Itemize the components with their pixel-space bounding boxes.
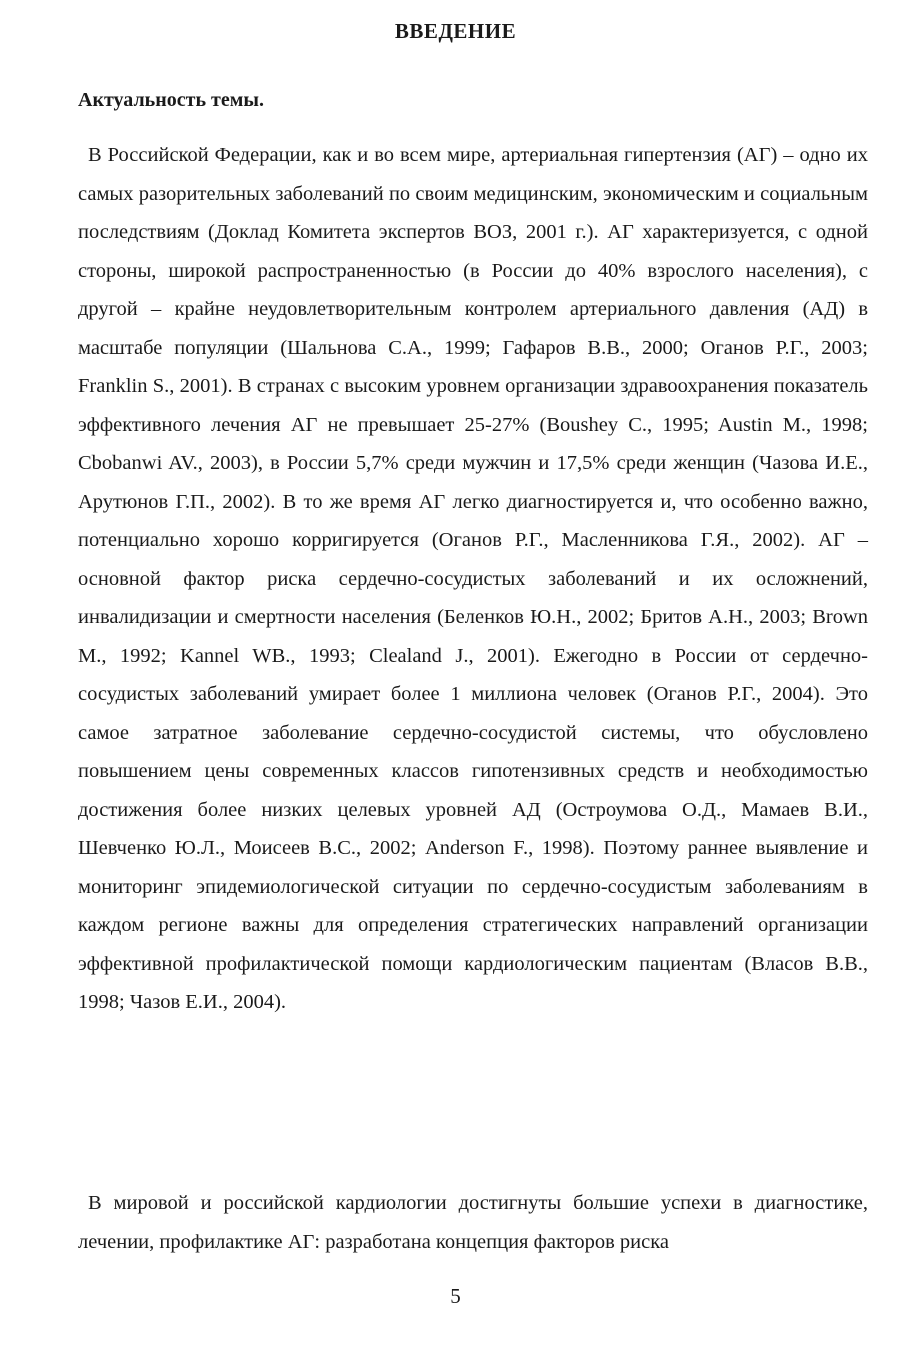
page-number: 5 <box>450 1284 461 1308</box>
page-title: ВВЕДЕНИЕ <box>394 19 517 43</box>
paragraph-1: В Российской Федерации, как и во всем мире, артериальная гипертензия (АГ) – одно их самых разорительных заболеваний по своим медицинским, экономическим и социальным последствиям (Доклад Комитета экспертов ВОЗ, 2001 г.). АГ характеризуется, с одной стороны, широкой распространенностью (в России до 40% взрослого населения), с другой – крайне неудовлетворительным контролем артериального давления (АД) в масштабе популяции (Шальнова С.А., 1999; Гафаров В.В., 2000; Оганов Р.Г., 2003; Franklin S., 2001). В странах с высоким уровнем организации здравоохранения показатель эффективного лечения АГ не превышает 25-27% (Boushey C., 1995; Austin M., 1998; Cbobanwi AV., 2003), в России 5,7% среди мужчин и 17,5% среди женщин (Чазова И.Е., Арутюнов Г.П., 2002). В то же время АГ легко диагностируется и, что особенно важно, потенциально хорошо корригируется (Оганов Р.Г., Масленникова Г.Я., 2002). АГ – основной фактор риска сердечно-сосудистых заболеваний и их осложнений, инвалидизации и смертности населения (Беленков Ю.Н., 2002; Бритов А.Н., 2003; Brown M., 1992; Kannel WB., 1993; Clealand J., 2001). Ежегодно в России от сердечно-сосудистых заболеваний умирает более 1 миллиона человек (Оганов Р.Г., 2004). Это самое затратное заболевание сердечно-сосудистой системы, что обусловлено повышением цены современных классов гипотензивных средств и необходимостью достижения более низких целевых уровней АД (Остроумова О.Д., Мамаев В.И., Шевченко Ю.Л., Моисеев В.С., 2002; Anderson F., 1998). Поэтому раннее выявление и мониторинг эпидемиологической ситуации по сердечно-сосудистым заболеваниям в каждом регионе важны для определения стратегических направлений организации эффективной профилактической помощи кардиологическим пациентам (Власов В.В., 1998; Чазов Е.И., 2004). <box>78 144 868 1013</box>
section-heading: Актуальность темы. <box>78 89 264 111</box>
paragraph-2: В мировой и российской кардиологии достигнуты большие успехи в диагностике, лечении, профилактике АГ: разработана концепция факторов риска <box>78 1192 868 1253</box>
